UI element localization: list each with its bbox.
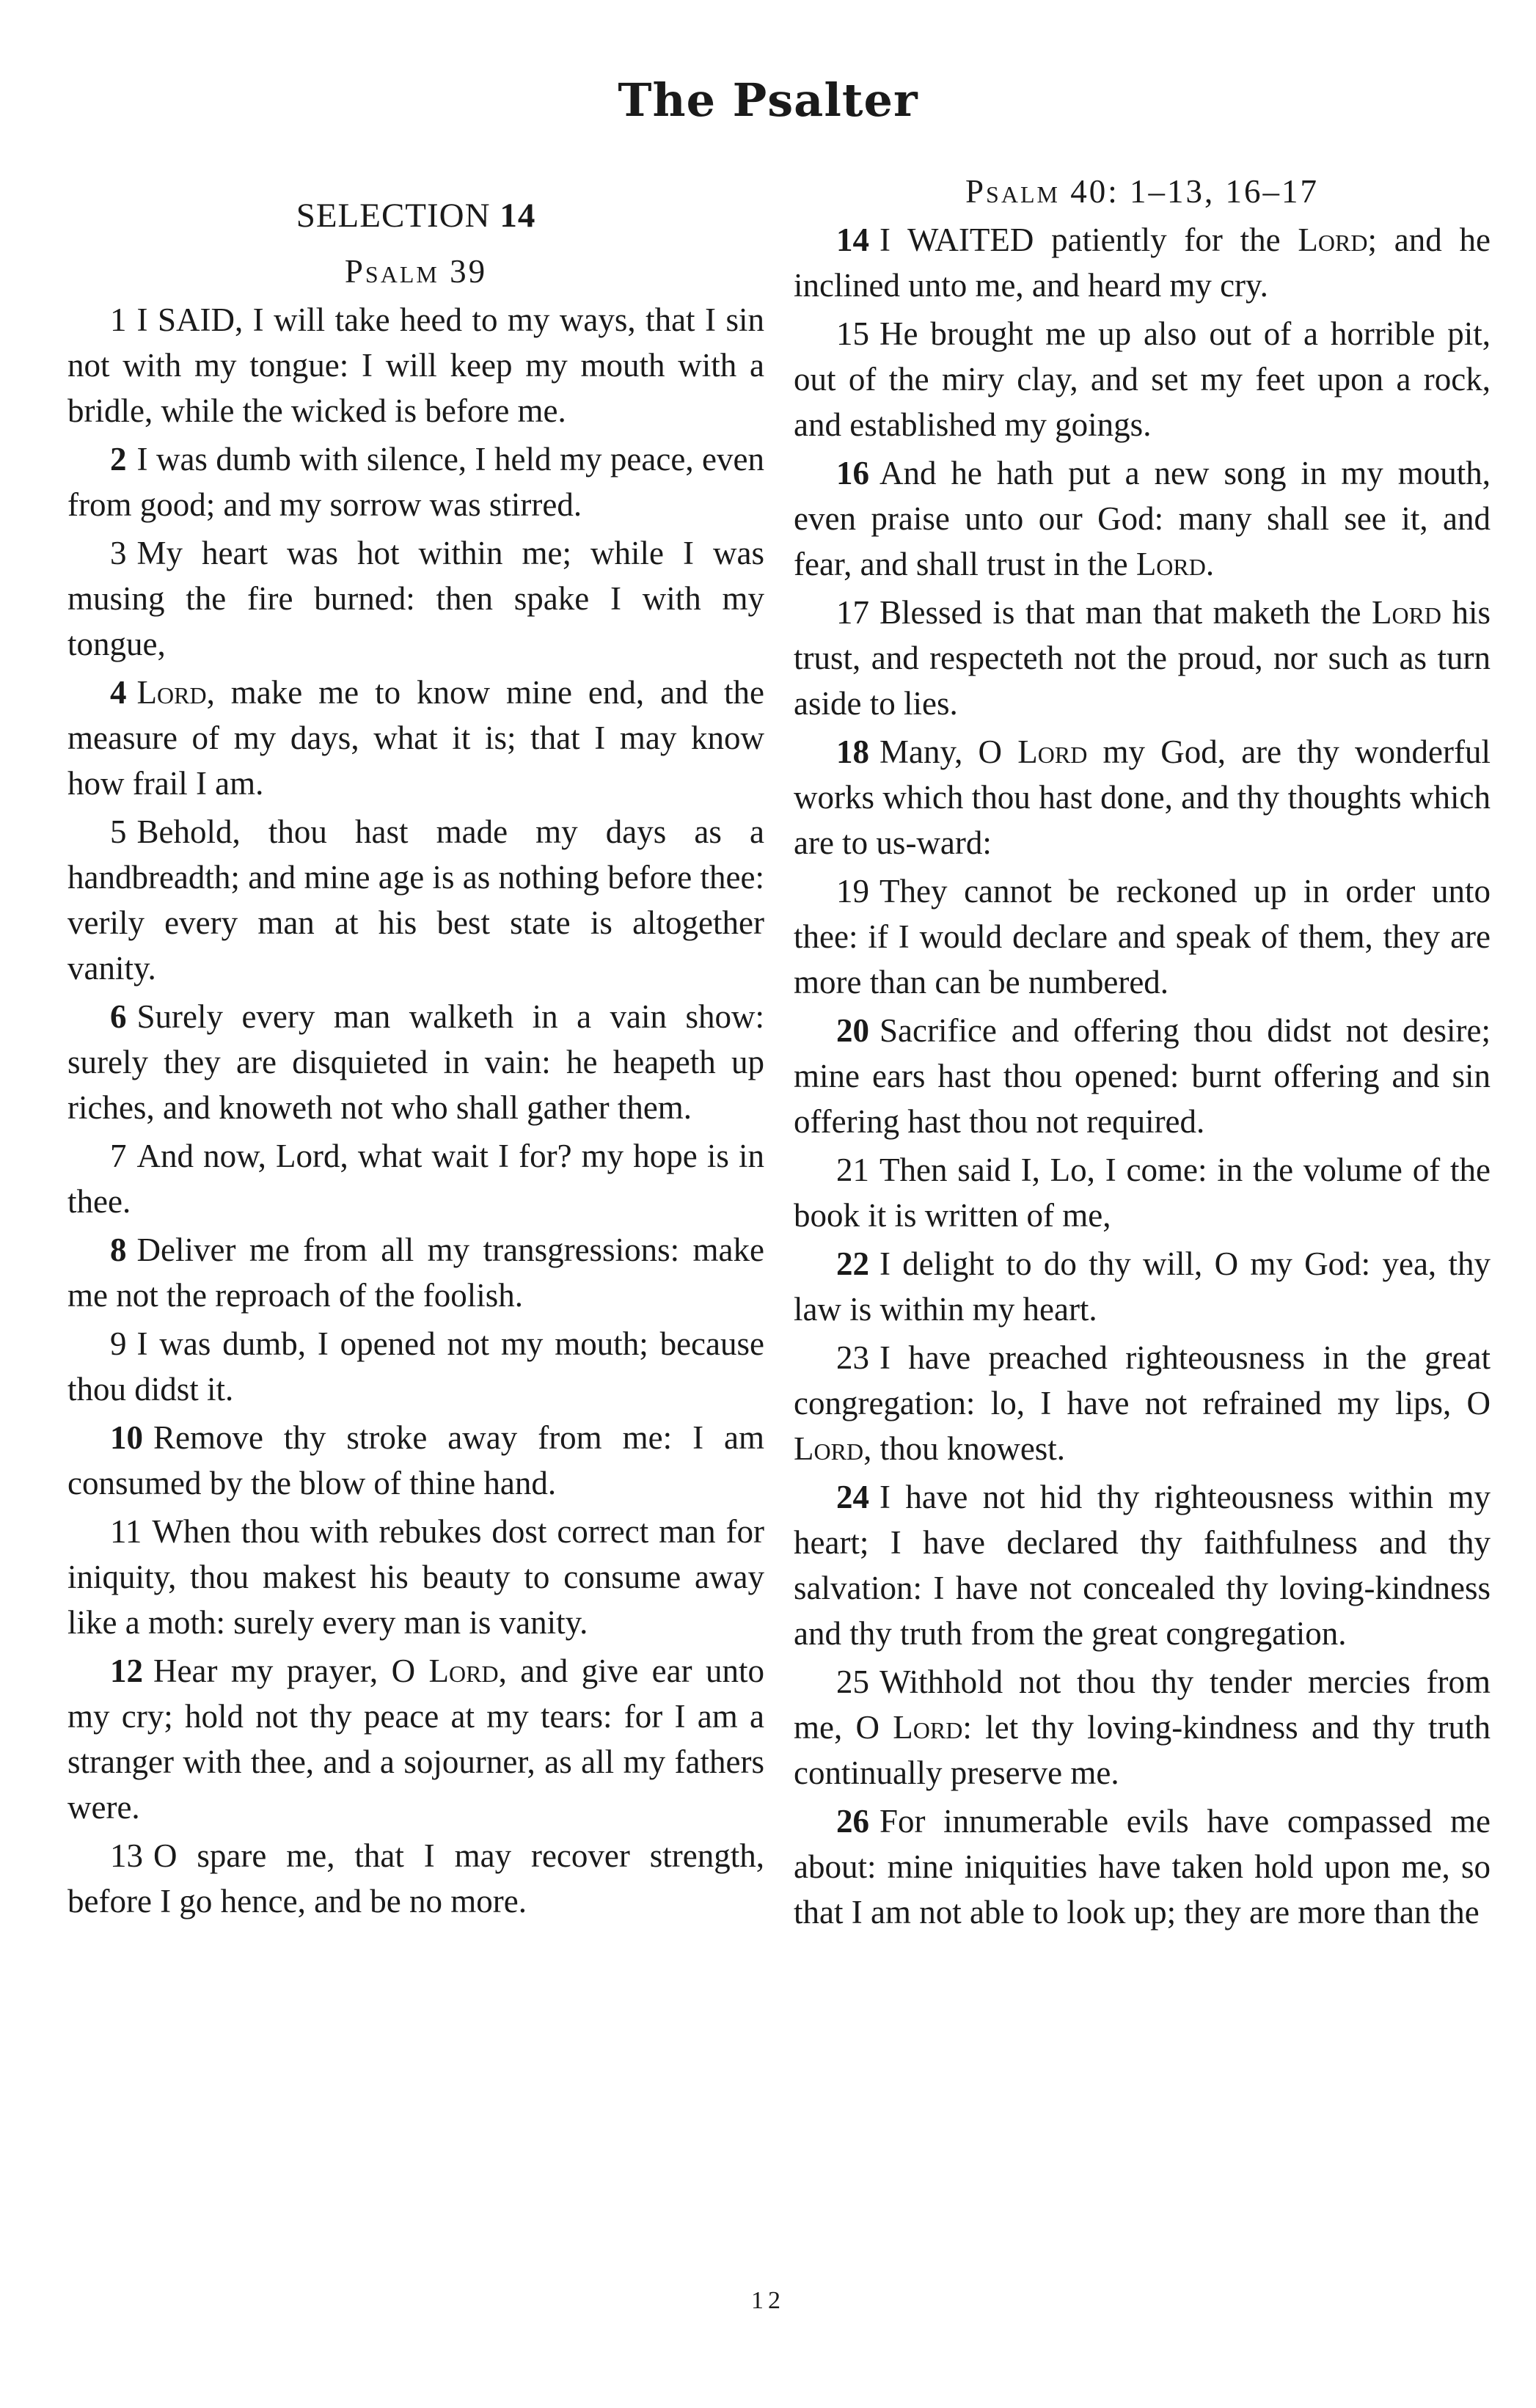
verse-number: 21	[836, 1152, 869, 1188]
verse	[67, 1321, 764, 1412]
verse	[67, 1509, 764, 1645]
verse	[794, 1008, 1491, 1144]
verse-number: 19	[836, 873, 869, 910]
divine-name: Lord	[1135, 546, 1206, 582]
verse	[794, 1798, 1491, 1935]
divine-name: Lord	[893, 1709, 963, 1746]
verse-text: Surely every man walketh in a vain show: surely they are disquieted in vain: he heapeth up riches, and knoweth not who shall gather them.	[67, 998, 764, 1126]
divine-name: Lord	[136, 674, 207, 711]
divine-name: Lord	[428, 1653, 499, 1689]
left-column	[67, 187, 764, 1927]
verse-text: For innumerable evils have compassed me about: mine iniquities have taken hold upon me, so that I am not able to look up; they are more than the	[794, 1803, 1491, 1931]
verse-text: I have not hid thy righteousness within my heart; I have declared thy faithfulness and thy salvation: I have not concealed thy loving-kindness and thy truth from the great congregation.	[794, 1479, 1491, 1652]
verse-number: 25	[836, 1664, 869, 1700]
verse-number: 8	[110, 1232, 127, 1268]
verse	[794, 1147, 1491, 1238]
verse-text: They cannot be reckoned up in order unto thee: if I would declare and speak of them, they are more than can be numbered.	[794, 873, 1491, 1000]
psalm-reference: Psalm 40: 1–13, 16–17	[965, 173, 1319, 210]
verse-text: I have preached righteousness in the great congregation: lo, I have not refrained my lips, O	[794, 1339, 1491, 1421]
verse	[794, 590, 1491, 726]
verse-number: 13	[110, 1837, 143, 1874]
verse	[67, 530, 764, 667]
verse-number: 22	[836, 1245, 869, 1282]
verse	[67, 994, 764, 1130]
verse-list	[794, 217, 1491, 1935]
verse-text: O spare me, that I may recover strength, before I go hence, and be no more.	[67, 1837, 764, 1920]
verse	[67, 1415, 764, 1506]
verse-text: And he hath put a new song in my mouth, even praise unto our God: many shall see it, and fear, and shall trust in the	[794, 455, 1491, 582]
verse-text: Behold, thou hast made my days as a handbreadth; and mine age is as nothing before thee: verily every man at his best state is altogether vanity.	[67, 813, 764, 987]
verse	[67, 670, 764, 806]
verse-list	[67, 297, 764, 1924]
verse	[67, 809, 764, 991]
verse	[794, 868, 1491, 1005]
verse-text: : let thy loving-kindness and thy truth continually preserve me.	[794, 1709, 1491, 1791]
verse-number: 26	[836, 1803, 869, 1840]
right-column	[794, 169, 1491, 1938]
verse	[794, 217, 1491, 308]
verse-text: Hear my prayer, O	[153, 1653, 429, 1689]
verse-number: 1	[110, 301, 127, 338]
verse-number: 7	[110, 1138, 127, 1174]
divine-name: Lord	[1017, 733, 1088, 770]
verse	[794, 450, 1491, 587]
selection-number: 14	[500, 197, 536, 235]
verse-text: Blessed is that man that maketh the	[879, 594, 1372, 631]
page-number: 12	[751, 2287, 785, 2314]
verse	[67, 1833, 764, 1924]
verse-number: 24	[836, 1479, 869, 1515]
verse	[794, 1659, 1491, 1796]
verse	[67, 1227, 764, 1318]
verse-number: 20	[836, 1012, 869, 1049]
verse-number: 5	[110, 813, 127, 850]
verse-text: I delight to do thy will, O my God: yea, thy law is within my heart.	[794, 1245, 1491, 1328]
divine-name: Lord	[1298, 222, 1368, 258]
verse-text: his trust, and respecteth not the proud, nor such as turn aside to lies.	[794, 594, 1491, 722]
verse-text: I was dumb with silence, I held my peace, even from good; and my sorrow was stirred.	[67, 441, 764, 523]
verse-number: 6	[110, 998, 127, 1035]
verse-number: 18	[836, 733, 869, 770]
verse-number: 14	[836, 222, 869, 258]
selection-heading	[67, 193, 764, 238]
verse-number: 15	[836, 315, 869, 352]
verse-text: Sacrifice and offering thou didst not desire; mine ears hast thou opened: burnt offering and sin offering hast thou not required.	[794, 1012, 1491, 1140]
psalm-reference: Psalm 39	[344, 253, 488, 290]
verse-text: , and give ear unto my cry; hold not thy peace at my tears: for I am a stranger with thee, and a sojourner, as all my fathers were.	[67, 1653, 764, 1826]
verse-text: Withhold not thou thy tender mercies from me, O	[794, 1664, 1491, 1746]
page-title: The Psalter	[618, 73, 918, 127]
verse	[794, 1335, 1491, 1471]
verse	[794, 311, 1491, 447]
verse-text: my God, are thy wonderful works which thou hast done, and thy thoughts which are to us-ward:	[794, 733, 1491, 861]
verse-text: Then said I, Lo, I come: in the volume of the book it is written of me,	[794, 1152, 1491, 1234]
verse-text: Deliver me from all my transgressions: make me not the reproach of the foolish.	[67, 1232, 764, 1314]
verse-text: Remove thy stroke away from me: I am consumed by the blow of thine hand.	[67, 1419, 764, 1501]
verse-text: When thou with rebukes dost correct man for iniquity, thou makest his beauty to consume away like a moth: surely every man is vanity.	[67, 1513, 764, 1641]
verse	[67, 1133, 764, 1224]
verse-text: ; and he inclined unto me, and heard my cry.	[794, 222, 1491, 304]
verse-text: .	[1205, 546, 1215, 582]
verse	[794, 1241, 1491, 1332]
verse-number: 4	[110, 674, 127, 711]
verse	[794, 1474, 1491, 1656]
divine-name: Lord	[794, 1430, 864, 1467]
verse-text: , thou knowest.	[863, 1430, 1066, 1467]
verse-number: 12	[110, 1653, 143, 1689]
selection-label: SELECTION	[296, 197, 491, 235]
divine-name: Lord	[1371, 594, 1442, 631]
verse-text: I SAID, I will take heed to my ways, that I sin not with my tongue: I will keep my mouth with a bridle, while the wicked is before me.	[67, 301, 764, 429]
verse-text: I WAITED patiently for the	[879, 222, 1298, 258]
verse-text: He brought me up also out of a horrible pit, out of the miry clay, and set my feet upon a rock, and established my goings.	[794, 315, 1491, 443]
verse	[67, 297, 764, 433]
verse-text: And now, Lord, what wait I for? my hope is in thee.	[67, 1138, 764, 1220]
verse-number: 17	[836, 594, 869, 631]
verse-number: 11	[110, 1513, 142, 1550]
verse-number: 9	[110, 1325, 127, 1362]
verse-text: , make me to know mine end, and the measure of my days, what it is; that I may know how frail I am.	[67, 674, 764, 802]
verse-number: 10	[110, 1419, 143, 1456]
verse-number: 16	[836, 455, 869, 491]
verse	[794, 729, 1491, 866]
verse-number: 23	[836, 1339, 869, 1376]
verse-text: Many, O	[879, 733, 1018, 770]
verse	[67, 436, 764, 527]
verse	[67, 1648, 764, 1830]
verse-text: My heart was hot within me; while I was musing the fire burned: then spake I with my tongue,	[67, 535, 764, 662]
verse-number: 3	[110, 535, 127, 571]
verse-number: 2	[110, 441, 127, 477]
verse-text: I was dumb, I opened not my mouth; because thou didst it.	[67, 1325, 764, 1408]
